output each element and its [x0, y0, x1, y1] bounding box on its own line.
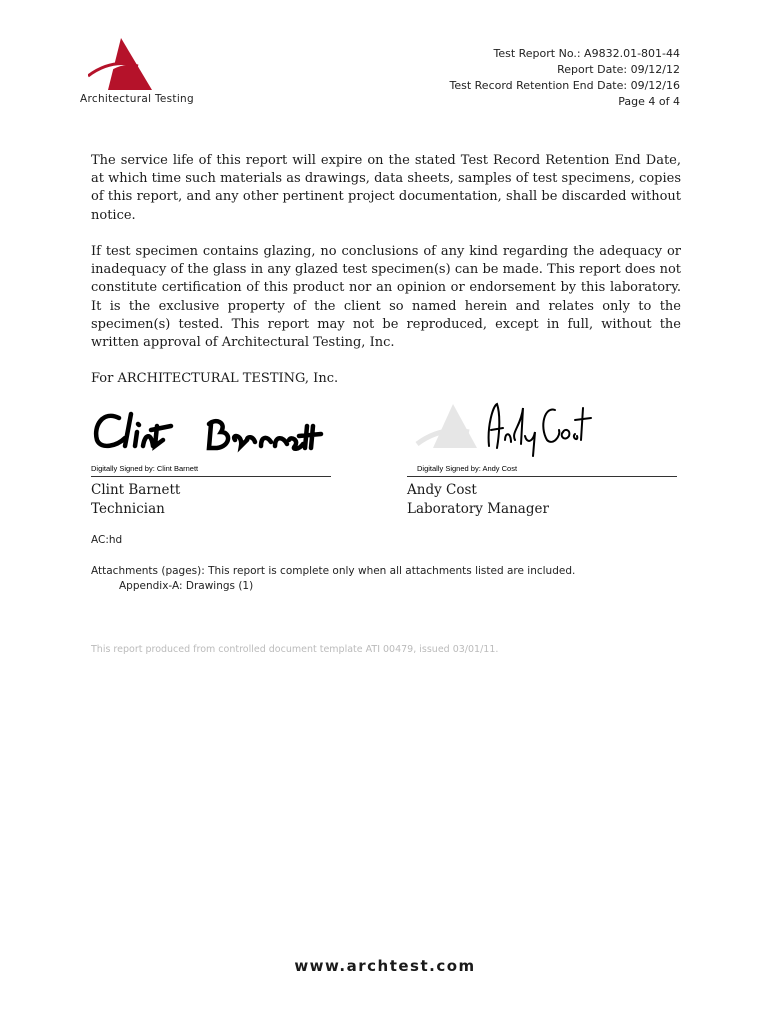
signature-area	[407, 396, 677, 477]
report-header	[450, 46, 681, 110]
report-number: Test Report No.: A9832.01-801-44	[493, 47, 680, 60]
website-url: www.archtest.com	[294, 957, 476, 975]
signer-title: Technician	[91, 501, 165, 517]
company-logo	[78, 36, 218, 108]
company-name: Architectural Testing	[80, 93, 194, 105]
signature-block-technician	[91, 396, 331, 519]
signer-name: Andy Cost	[407, 482, 477, 498]
attachments-line: Attachments (pages): This report is complete only when all attachments listed are included.	[91, 565, 576, 577]
digital-signature-label: Digitally Signed by: Clint Barnett	[91, 464, 199, 473]
report-date: Report Date: 09/12/12	[557, 63, 680, 76]
service-life-paragraph: The service life of this report will expire on the stated Test Record Retention End Date, at which time such materials as drawings, data sheets, samples of test specimens, copies of this report, and any other pertinent project documentation, shall be discarded without notice.	[91, 153, 681, 223]
digital-signature-label: Digitally Signed by: Andy Cost	[417, 464, 518, 473]
template-note: This report produced from controlled document template ATI 00479, issued 03/01/11.	[91, 644, 499, 655]
signature-block-manager	[407, 396, 677, 519]
logo-triangle-icon	[88, 36, 168, 92]
page-number: Page 4 of 4	[618, 95, 680, 108]
signer-name: Clint Barnett	[91, 482, 181, 498]
signer-title: Laboratory Manager	[407, 501, 549, 517]
appendix-item: Appendix-A: Drawings (1)	[119, 580, 254, 592]
signature-area	[91, 396, 331, 477]
initials: AC:hd	[91, 534, 123, 546]
glazing-disclaimer-paragraph: If test specimen contains glazing, no conclusions of any kind regarding the adequacy or inadequacy of the glass in any glazed test specimen(s) can be made. This report does not constitute certification of this product nor an opinion or endorsement by this laboratory. It is the exclusive property of the client so named herein and relates only to the specimen(s) tested. This report may not be reproduced, except in full, without the written approval of Architectural Testing, Inc.	[91, 244, 681, 351]
for-company-line: For ARCHITECTURAL TESTING, Inc.	[91, 371, 339, 386]
retention-date: Test Record Retention End Date: 09/12/16	[449, 79, 680, 92]
